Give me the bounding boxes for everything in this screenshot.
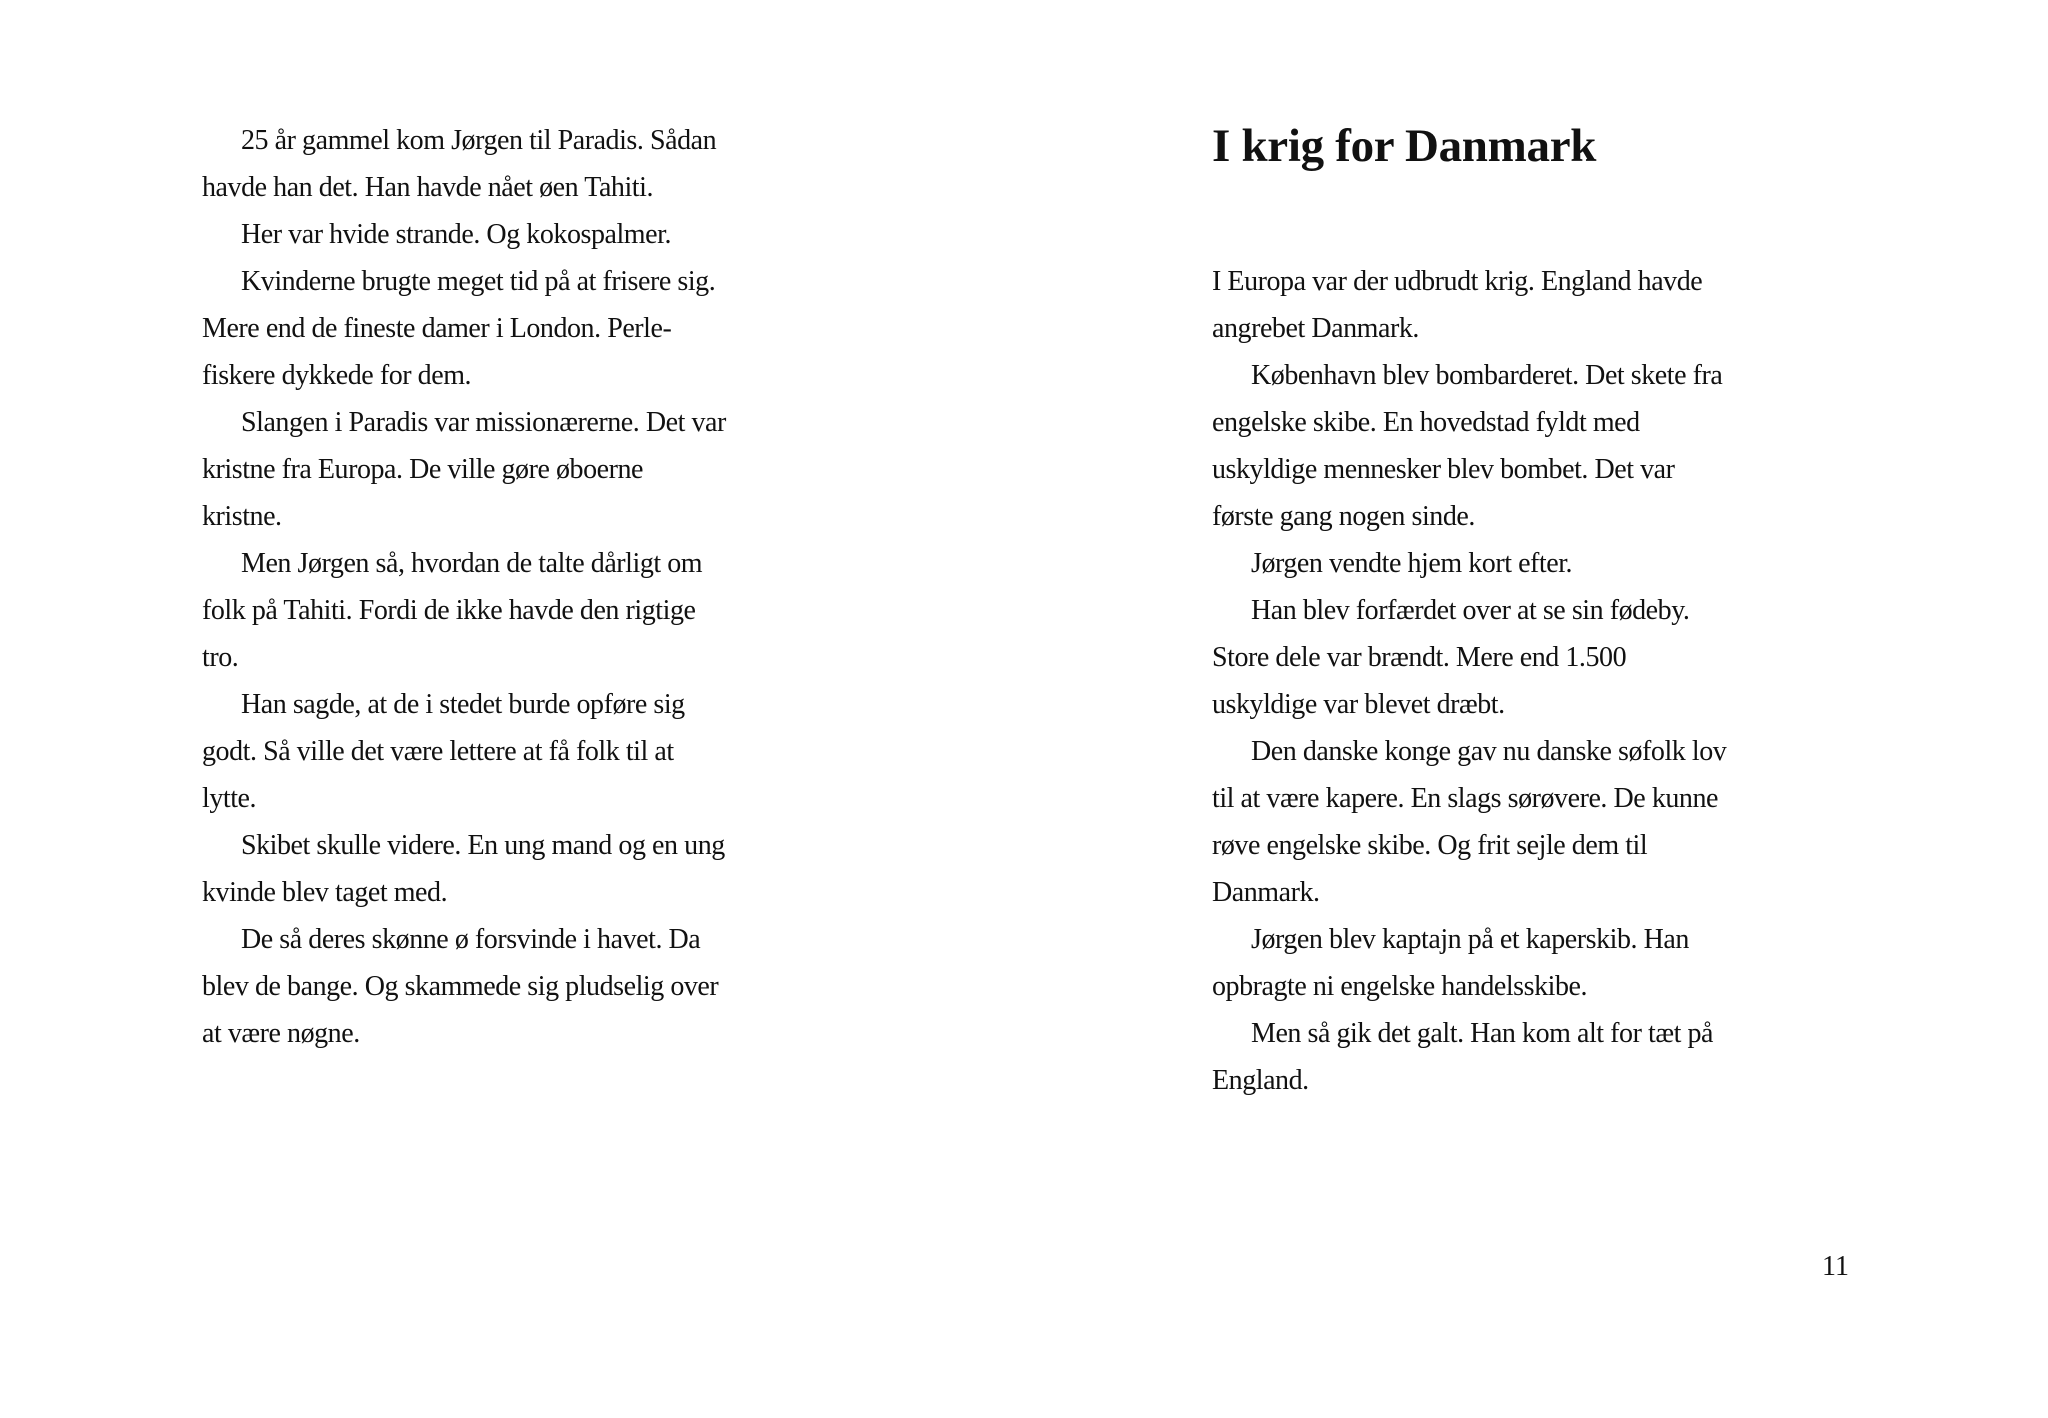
text-line: tro.	[202, 642, 239, 673]
text-line: Store dele var brændt. Mere end 1.500	[1212, 642, 1627, 673]
paragraph	[1212, 352, 1726, 540]
text-line: at være nøgne.	[202, 1018, 360, 1049]
text-line: opbragte ni engelske handelsskibe.	[1212, 971, 1588, 1002]
text-line: første gang nogen sinde.	[1212, 501, 1475, 532]
paragraph	[202, 117, 726, 211]
text-line: til at være kapere. En slags sørøvere. De kunne	[1212, 783, 1719, 814]
text-line: Her var hvide strande. Og kokospalmer.	[241, 219, 671, 250]
text-line: kristne.	[202, 501, 282, 532]
text-line: Danmark.	[1212, 877, 1320, 908]
paragraph	[202, 540, 726, 681]
text-line: røve engelske skibe. Og frit sejle dem til	[1212, 830, 1648, 861]
text-line: fiskere dykkede for dem.	[202, 360, 472, 391]
paragraph	[202, 916, 726, 1057]
left-page-body	[202, 117, 726, 1057]
text-line: Jørgen blev kaptajn på et kaperskib. Han	[1251, 924, 1689, 955]
text-line: godt. Så ville det være lettere at få folk til at	[202, 736, 674, 767]
paragraph	[202, 822, 726, 916]
text-line: Jørgen vendte hjem kort efter.	[1251, 548, 1573, 579]
text-line: angrebet Danmark.	[1212, 313, 1419, 344]
text-line: kristne fra Europa. De ville gøre øboerne	[202, 454, 644, 485]
text-line: Kvinderne brugte meget tid på at frisere sig.	[241, 266, 716, 297]
right-page-body	[1212, 258, 1726, 1104]
text-line: lytte.	[202, 783, 257, 814]
page-number: 11	[1822, 1251, 1849, 1282]
paragraph	[1212, 258, 1726, 352]
text-line: I Europa var der udbrudt krig. England havde	[1212, 266, 1703, 297]
text-line: Skibet skulle videre. En ung mand og en ung	[241, 830, 725, 861]
text-line: Men så gik det galt. Han kom alt for tæt på	[1251, 1018, 1713, 1049]
text-line: uskyldige var blevet dræbt.	[1212, 689, 1505, 720]
text-line: folk på Tahiti. Fordi de ikke havde den rigtige	[202, 595, 696, 626]
text-line: Mere end de fineste damer i London. Perle-	[202, 313, 672, 344]
paragraph	[202, 681, 726, 822]
paragraph	[1212, 540, 1726, 587]
text-line: Slangen i Paradis var missionærerne. Det var	[241, 407, 726, 438]
paragraph	[1212, 1010, 1726, 1104]
paragraph	[202, 399, 726, 540]
text-line: København blev bombarderet. Det skete fra	[1251, 360, 1723, 391]
text-line: blev de bange. Og skammede sig pludselig over	[202, 971, 719, 1002]
text-line: Den danske konge gav nu danske søfolk lov	[1251, 736, 1727, 767]
text-line: Men Jørgen så, hvordan de talte dårligt om	[241, 548, 703, 579]
text-line: uskyldige mennesker blev bombet. Det var	[1212, 454, 1675, 485]
text-line: Han blev forfærdet over at se sin fødeby.	[1251, 595, 1690, 626]
paragraph	[1212, 587, 1726, 728]
text-line: kvinde blev taget med.	[202, 877, 448, 908]
text-line: De så deres skønne ø forsvinde i havet. Da	[241, 924, 701, 955]
text-line: Han sagde, at de i stedet burde opføre sig	[241, 689, 685, 720]
paragraph	[1212, 728, 1726, 916]
paragraph	[1212, 916, 1726, 1010]
text-line: havde han det. Han havde nået øen Tahiti.	[202, 172, 654, 203]
text-line: 25 år gammel kom Jørgen til Paradis. Sådan	[241, 125, 717, 156]
chapter-heading: I krig for Danmark	[1212, 120, 1597, 172]
paragraph	[202, 211, 726, 258]
text-line: England.	[1212, 1065, 1309, 1096]
paragraph	[202, 258, 726, 399]
text-line: engelske skibe. En hovedstad fyldt med	[1212, 407, 1640, 438]
